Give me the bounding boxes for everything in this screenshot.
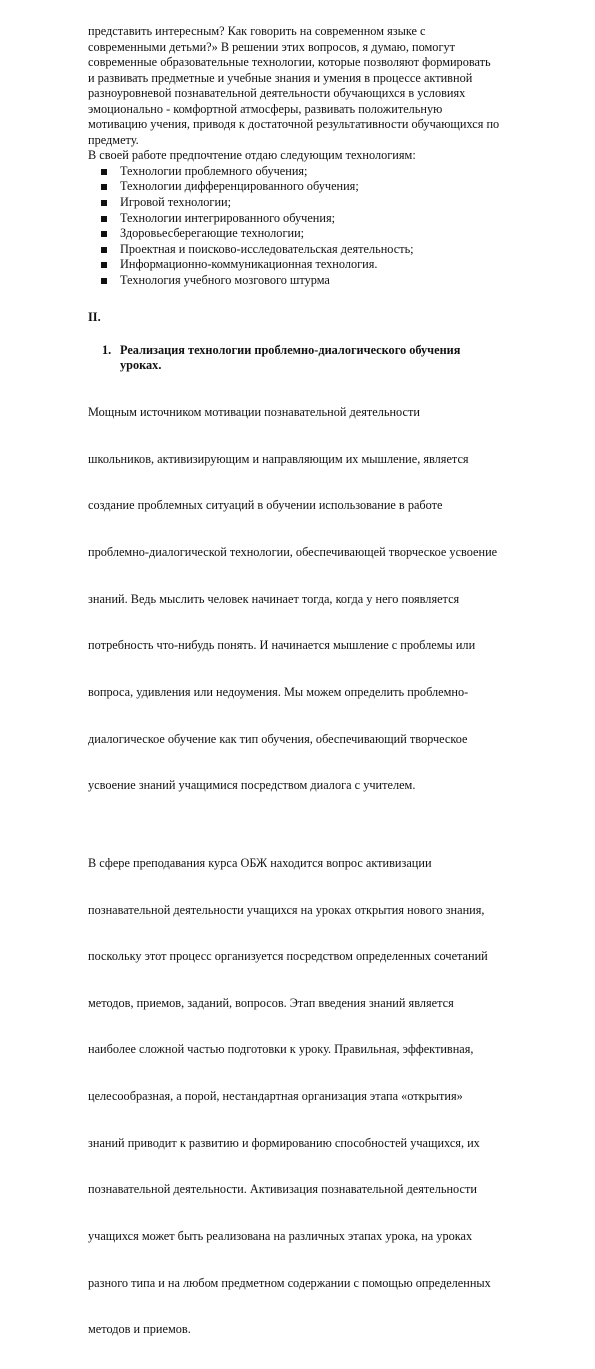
square-bullet-icon — [101, 231, 107, 237]
text-line: методов и приемов. — [88, 1322, 191, 1337]
square-bullet-icon — [101, 247, 107, 253]
list-item — [88, 195, 538, 211]
square-bullet-icon — [101, 262, 107, 268]
text-line: мотивацию учения, приводя к достаточной результативности обучающихся по — [88, 117, 500, 132]
list-item — [88, 179, 538, 195]
text-line: В сфере преподавания курса ОБЖ находится вопрос активизации — [88, 855, 432, 870]
square-bullet-icon — [101, 278, 107, 284]
text-line: наиболее сложной частью подготовки к уроку. Правильная, эффективная, — [88, 1042, 474, 1057]
document-page — [88, 24, 538, 1369]
list-item-text: Информационно-коммуникационная технология. — [120, 257, 378, 272]
square-bullet-icon — [101, 216, 107, 222]
heading-line: Реализация технологии проблемно-диалогического обучения — [120, 342, 461, 357]
text-line: школьников, активизирующим и направляющим их мышление, является — [88, 451, 469, 466]
text-line: современные образовательные технологии, которые позволяют формировать — [88, 55, 491, 70]
intro-paragraph — [88, 24, 538, 148]
square-bullet-icon — [101, 200, 107, 206]
text-line: современными детьми?» В решении этих вопросов, я думаю, помогут — [88, 39, 456, 54]
text-line: знаний приводит к развитию и формированию способностей учащихся, их — [88, 1135, 480, 1150]
text-line: познавательной деятельности. Активизация познавательной деятельности — [88, 1182, 477, 1197]
heading-number: 1. — [102, 342, 112, 357]
section-title: II. — [88, 310, 101, 325]
list-item — [88, 273, 538, 289]
list-item-text: Здоровьесберегающие технологии; — [120, 226, 305, 241]
list-item-text: Проектная и поисково-исследовательская деятельность; — [120, 241, 414, 256]
text-line: разноуровневой познавательной деятельности обучающихся в условиях — [88, 86, 466, 101]
list-item-text: Технологии дифференцированного обучения; — [120, 179, 359, 194]
heading-line: уроках. — [120, 358, 162, 373]
list-item-text: Игровой технологии; — [120, 195, 232, 210]
list-item — [88, 226, 538, 242]
text-line: поскольку этот процесс организуется посредством определенных сочетаний — [88, 949, 488, 964]
paragraph-1 — [88, 374, 538, 825]
text-line: методов, приемов, заданий, вопросов. Этап введения знаний является — [88, 995, 454, 1010]
text-line: предмету. — [88, 132, 139, 147]
list-item — [88, 257, 538, 273]
list-item-text: Технологии интегрированного обучения; — [120, 210, 336, 225]
subsection-heading — [88, 343, 538, 374]
text-line: вопроса, удивления или недоумения. Мы можем определить проблемно- — [88, 684, 469, 699]
technologies-list — [88, 164, 538, 288]
text-line: знаний. Ведь мыслить человек начинает тогда, когда у него появляется — [88, 591, 460, 606]
list-item-text: Технология учебного мозгового штурма — [120, 272, 330, 287]
text-line: усвоение знаний учащимися посредством диалога с учителем. — [88, 778, 416, 793]
square-bullet-icon — [101, 169, 107, 175]
list-item — [88, 164, 538, 180]
text-line: учащихся может быть реализована на различных этапах урока, на уроках — [88, 1229, 473, 1244]
text-line: создание проблемных ситуаций в обучении использование в работе — [88, 498, 443, 513]
preference-line: В своей работе предпочтение отдаю следующим технологиям: — [88, 148, 416, 163]
list-item — [88, 211, 538, 227]
text-line: Мощным источником мотивации познавательной деятельности — [88, 405, 420, 420]
text-line: разного типа и на любом предметном содержании с помощью определенных — [88, 1275, 491, 1290]
text-line: потребность что-нибудь понять. И начинается мышление с проблемы или — [88, 638, 476, 653]
text-line: представить интересным? Как говорить на современном языке с — [88, 24, 426, 38]
list-item-text: Технологии проблемного обучения; — [120, 163, 308, 178]
square-bullet-icon — [101, 184, 107, 190]
text-line: проблемно-диалогической технологии, обеспечивающей творческое усвоение — [88, 544, 498, 559]
text-line: познавательной деятельности учащихся на уроках открытия нового знания, — [88, 902, 485, 917]
paragraph-2 — [88, 825, 538, 1369]
list-item — [88, 242, 538, 258]
text-line: целесообразная, а порой, нестандартная организация этапа «открытия» — [88, 1089, 463, 1104]
text-line: и развивать предметные и учебные знания и умения в процессе активной — [88, 70, 473, 85]
text-line: диалогическое обучение как тип обучения, обеспечивающий творческое — [88, 731, 468, 746]
text-line: эмоционально - комфортной атмосферы, развивать положительную — [88, 101, 443, 116]
